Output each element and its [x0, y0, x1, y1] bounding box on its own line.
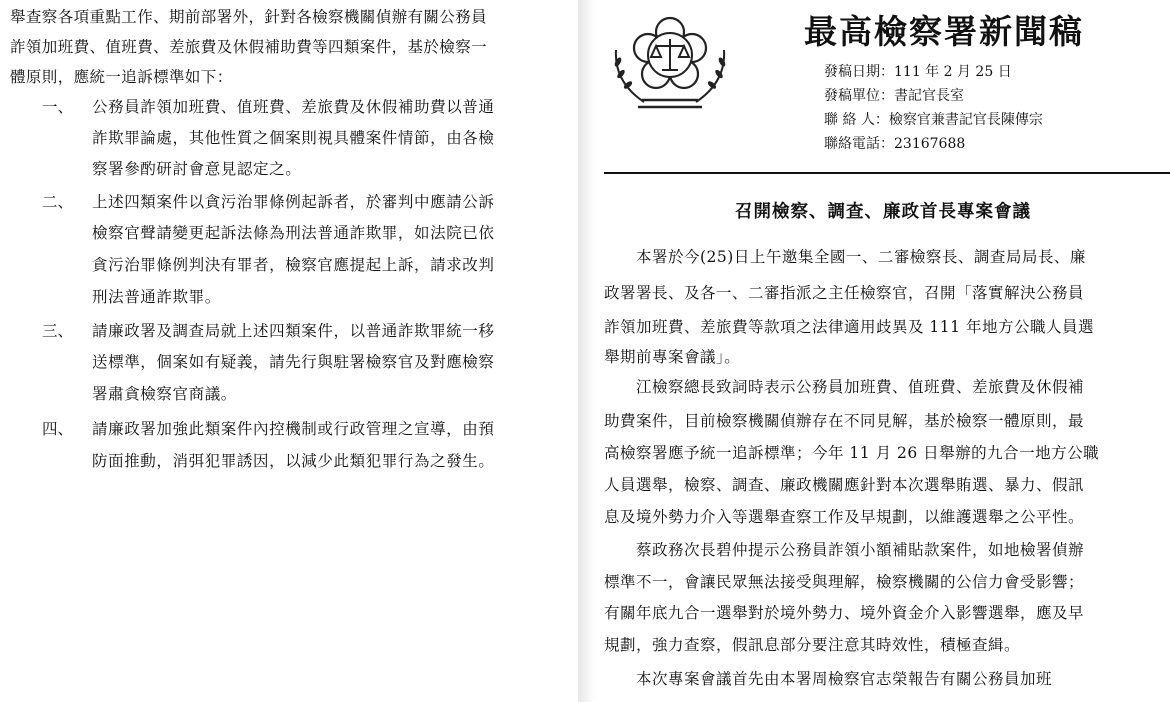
header-divider [604, 172, 1170, 174]
press-headline: 召開檢察、調查、廉政首長專案會議 [735, 202, 1031, 222]
body-line: 助費案件，目前檢察機關偵辦存在不同見解，基於檢察一體原則，最 [604, 412, 1085, 430]
item-line: 請廉政署及調查局就上述四類案件，以普通詐欺罪統一移 [92, 322, 495, 340]
item-line: 貪污治罪條例判決有罪者，檢察官應提起上訴，請求改判 [92, 256, 495, 274]
item-line: 送標準，個案如有疑義，請先行與駐署檢察官及對應檢察 [92, 353, 495, 371]
body-line: 詐領加班費、差旅費等款項之法律適用歧異及 111 年地方公職人員選 [604, 318, 1094, 336]
body-line: 人員選舉，檢察、調查、廉政機關應針對本次選舉賄選、暴力、假訊 [604, 476, 1085, 494]
item-number: 二、 [42, 193, 74, 211]
intro-line: 舉查察各項重點工作、期前部署外，針對各檢察機關偵辦有關公務員 [10, 8, 488, 26]
body-line: 有關年底九合一選舉對於境外勢力、境外資金介入影響選舉，應及早 [604, 604, 1085, 622]
prosecutors-office-emblem [604, 10, 736, 118]
item-line: 刑法普通詐欺罪。 [92, 288, 221, 306]
body-line: 規劃，強力查察，假訊息部分要注意其時效性，積極查緝。 [604, 636, 1021, 654]
body-line: 江檢察總長致詞時表示公務員加班費、值班費、差旅費及休假補 [604, 378, 1085, 396]
item-line: 署肅貪檢察官商議。 [92, 385, 237, 403]
intro-line: 體原則，應統一追訴標準如下： [10, 68, 233, 86]
press-release-title: 最高檢察署新聞稿 [804, 12, 1084, 51]
contact-phone: 聯絡電話：23167688 [824, 136, 966, 152]
contact-person: 聯 絡 人：檢察官兼書記官長陳傳宗 [824, 112, 1043, 128]
body-line: 本署於今(25)日上午邀集全國一、二審檢察長、調查局局長、廉 [604, 248, 1086, 266]
item-line: 察署參酌研討會意見認定之。 [92, 160, 302, 178]
body-line: 政署署長、及各一、二審指派之主任檢察官，召開「落實解決公務員 [604, 284, 1085, 302]
item-line: 公務員詐領加班費、值班費、差旅費及休假補助費以普通 [92, 98, 495, 116]
item-line: 防面推動，消弭犯罪誘因，以減少此類犯罪行為之發生。 [92, 452, 495, 470]
item-number: 一、 [42, 98, 74, 116]
body-line: 息及境外勢力介入等選舉查察工作及早規劃，以維護選舉之公平性。 [604, 508, 1085, 526]
body-line: 高檢察署應予統一追訴標準；今年 11 月 26 日舉辦的九合一地方公職 [604, 444, 1100, 462]
item-number: 四、 [42, 420, 74, 438]
body-line: 標準不一，會讓民眾無法接受與理解，檢察機關的公信力會受影響； [604, 573, 1085, 591]
item-line: 請廉政署加強此類案件內控機制或行政管理之宣導，由預 [92, 420, 495, 438]
item-line: 詐欺罪論處，其他性質之個案則視具體案件情節，由各檢 [92, 129, 495, 147]
release-date: 發稿日期：111 年 2 月 25 日 [824, 64, 1012, 80]
release-unit: 發稿單位：書記官長室 [824, 88, 964, 104]
left-document-page [0, 0, 578, 702]
item-number: 三、 [42, 322, 74, 340]
item-line: 上述四類案件以貪污治罪條例起訴者，於審判中應請公訴 [92, 193, 495, 211]
right-document-page [596, 0, 1170, 702]
body-line: 舉期前專案會議」。 [604, 348, 741, 366]
body-line: 本次專案會議首先由本署周檢察官志榮報告有關公務員加班 [604, 670, 1053, 688]
item-line: 檢察官聲請變更起訴法條為刑法普通詐欺罪，如法院已依 [92, 224, 495, 242]
page-gutter [578, 0, 596, 702]
body-line: 蔡政務次長碧仲提示公務員詐領小額補貼款案件，如地檢署偵辦 [604, 541, 1085, 559]
intro-line: 詐領加班費、值班費、差旅費及休假補助費等四類案件，基於檢察一 [10, 38, 488, 56]
